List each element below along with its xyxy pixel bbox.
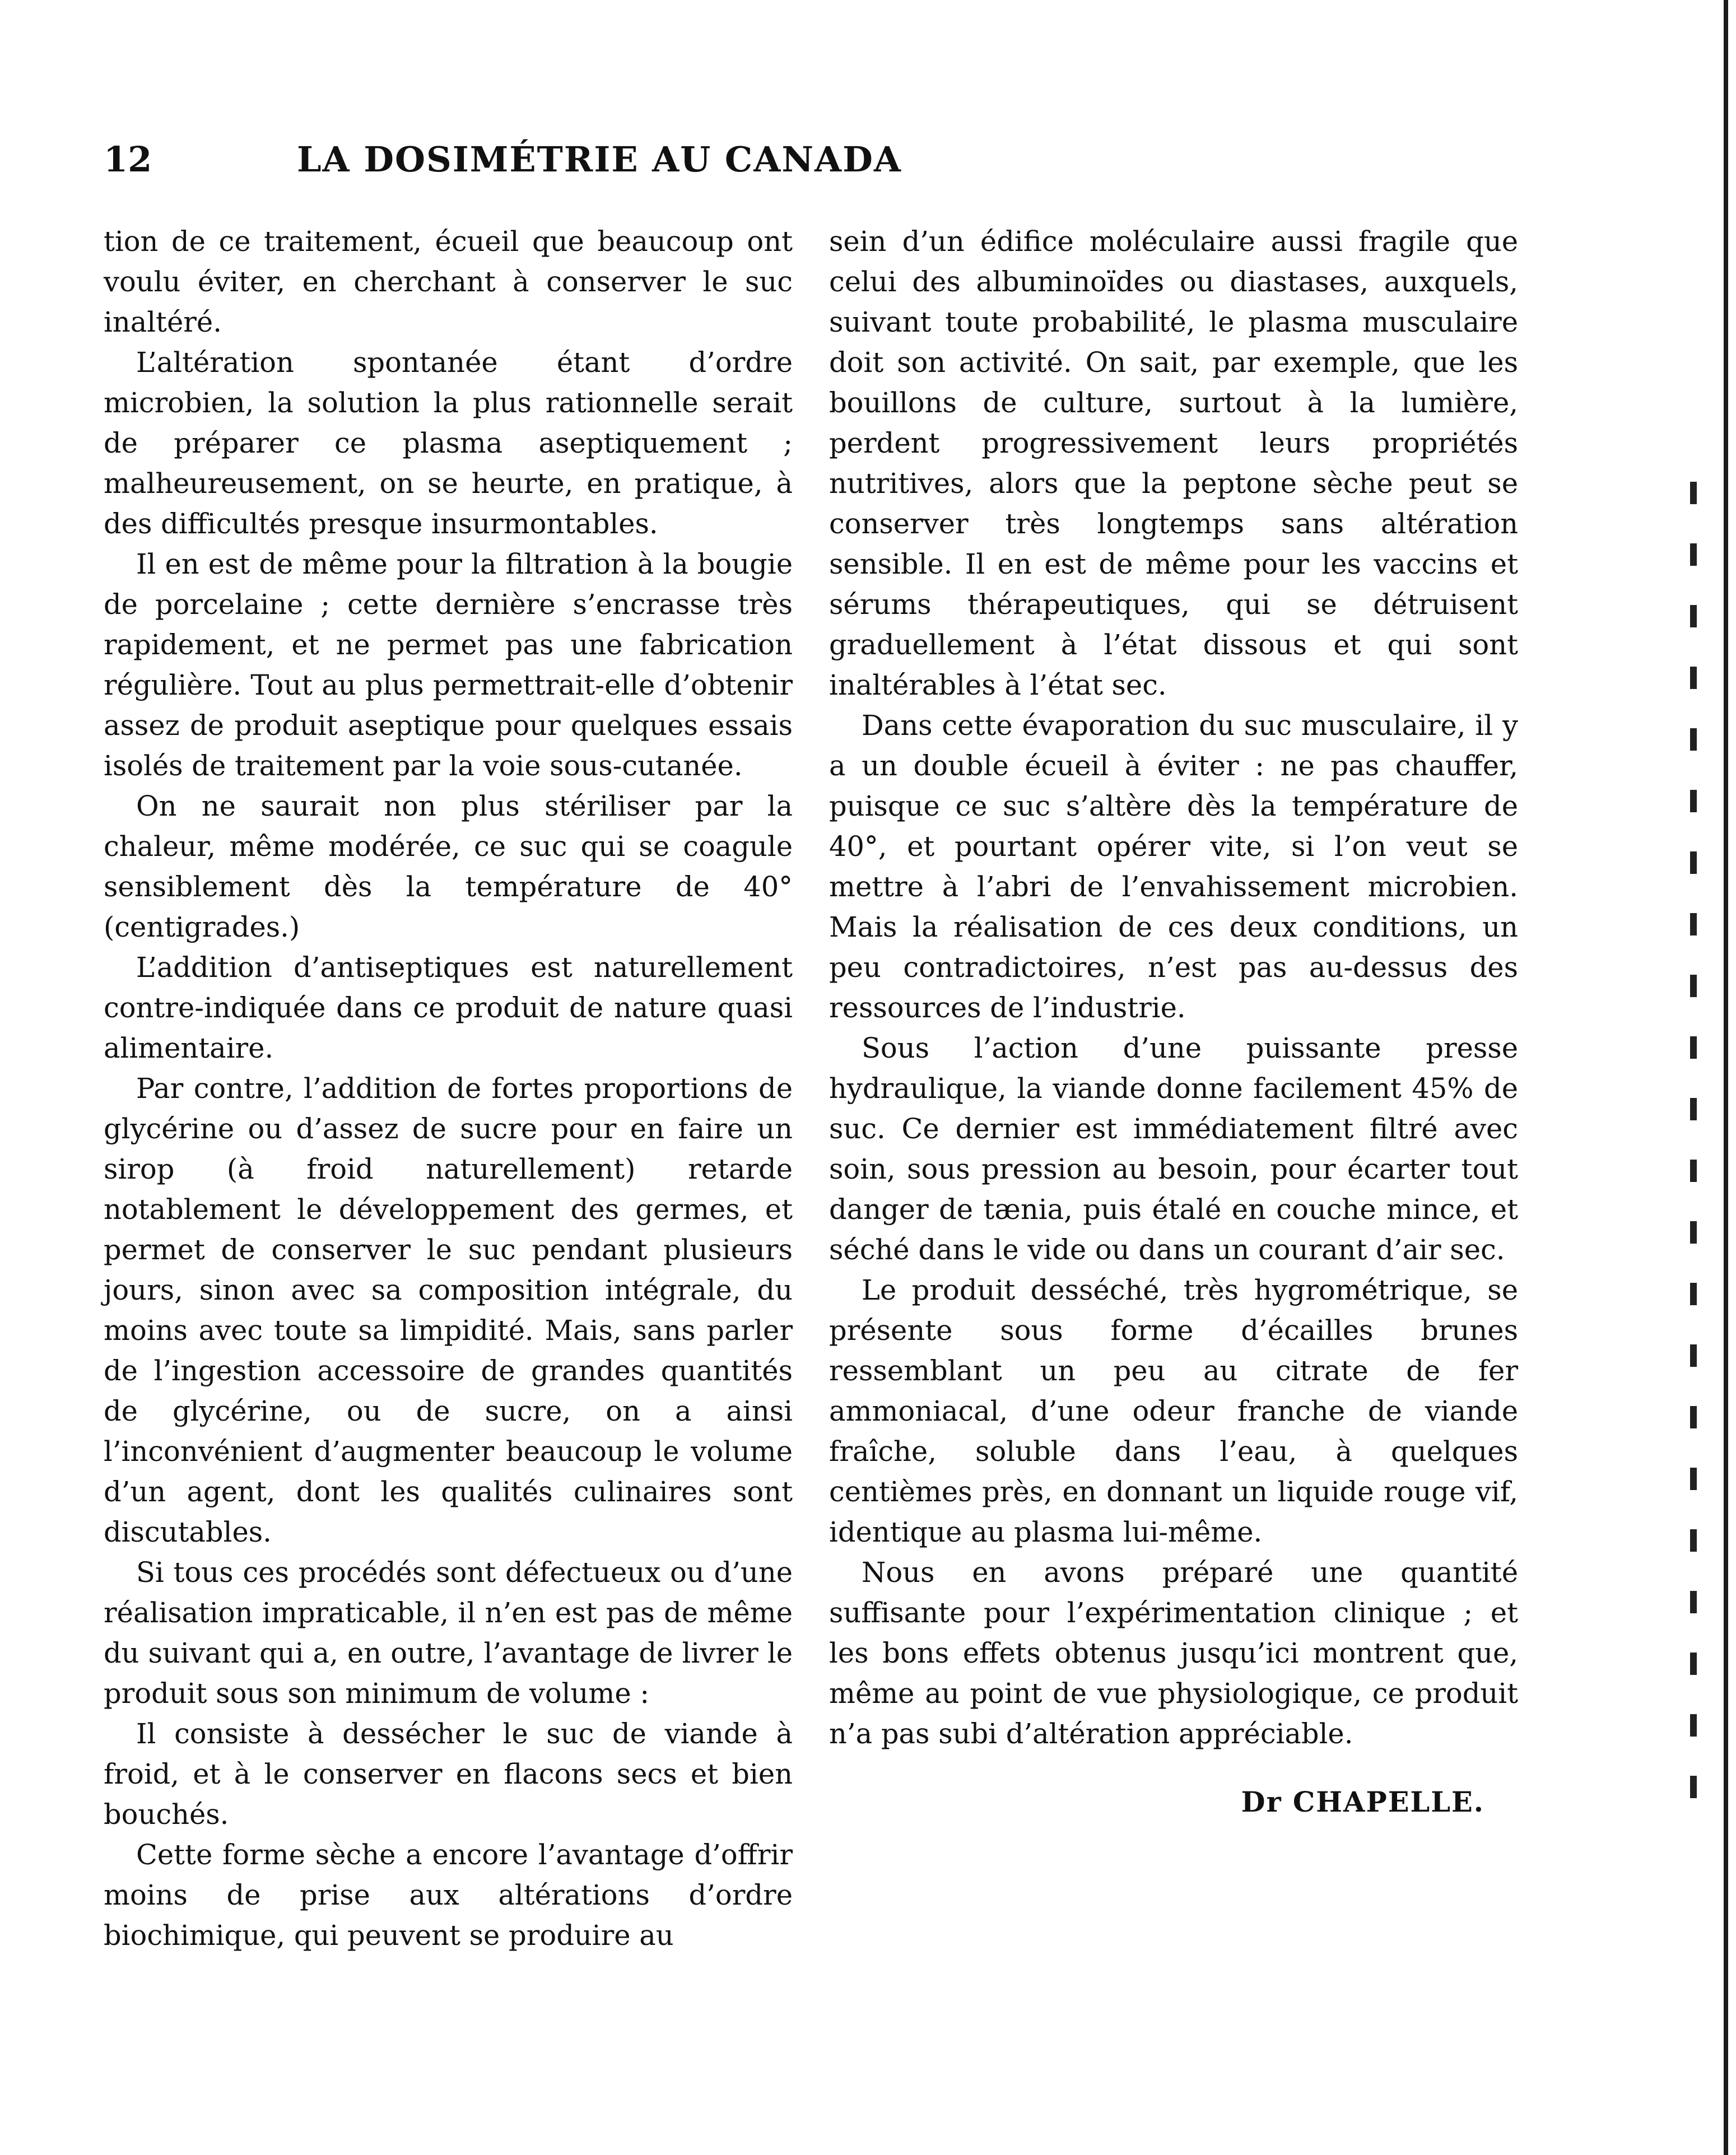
paragraph: Par contre, l’addition de fortes proportions de glycérine ou d’assez de sucre pour en faire un sirop (à froid naturellement) retarde notablement le développement des germes, et permet de conserver le suc pendant plusieurs jours, sinon avec sa composition intégrale, du moins avec toute sa limpidité. Mais, sans parler de l’ingestion accessoire de grandes quantités de glycérine, ou de sucre, on a ainsi l’inconvénient d’augmenter beaucoup le volume d’un agent, dont les qualités culinaires sont discutables.	[104, 1072, 793, 1548]
paragraph: Cette forme sèche a encore l’avantage d’offrir moins de prise aux altérations d’ordre biochimique, qui peuvent se produire au	[104, 1839, 793, 1952]
page-number: 12	[104, 139, 152, 180]
right-column	[829, 221, 1518, 1822]
paragraph: Si tous ces procédés sont défectueux ou d’une réalisation impraticable, il n’en est pas de même du suivant qui a, en outre, l’avantage de livrer le produit sous son minimum de volume :	[104, 1556, 793, 1710]
page-edge-shadow	[1724, 0, 1728, 2155]
paragraph: L’altération spontanée étant d’ordre microbien, la solution la plus rationnelle serait de préparer ce plasma aseptiquement ; malheureusement, on se heurte, en pratique, à des difficultés presque insurmontables.	[104, 346, 793, 540]
page-header	[104, 134, 1095, 185]
left-column	[104, 221, 793, 1956]
paragraph: On ne saurait non plus stériliser par la chaleur, même modérée, ce suc qui se coagule sensiblement dès la température de 40° (centigrades.)	[104, 790, 793, 943]
paragraph: Nous en avons préparé une quantité suffisante pour l’expérimentation clinique ; et les bons effets obtenus jusqu’ici montrent que, même au point de vue physiologique, ce produit n’a pas subi d’altération appréciable.	[829, 1556, 1518, 1750]
paragraph: Il consiste à dessécher le suc de viande à froid, et à le conserver en flacons secs et bien bouchés.	[104, 1718, 793, 1831]
paragraph: Le produit desséché, très hygrométrique, se présente sous forme d’écailles brunes ressemblant un peu au citrate de fer ammoniacal, d’une odeur franche de viande fraîche, soluble dans l’eau, à quelques centièmes près, en donnant un liquide rouge vif, identique au plasma lui-même.	[829, 1274, 1518, 1548]
running-title: LA DOSIMÉTRIE AU CANADA	[296, 139, 902, 180]
author-signature: Dr CHAPELLE.	[1241, 1786, 1484, 1818]
paragraph: L’addition d’antiseptiques est naturellement contre-indiquée dans ce produit de nature quasi alimentaire.	[104, 951, 793, 1064]
paragraph: Sous l’action d’une puissante presse hydraulique, la viande donne facilement 45% de suc. Ce dernier est immédiatement filtré avec soin, sous pression au besoin, pour écarter tout danger de tænia, puis étalé en couche mince, et séché dans le vide ou dans un courant d’air sec.	[829, 1032, 1518, 1266]
paragraph: Il en est de même pour la filtration à la bougie de porcelaine ; cette dernière s’encrasse très rapidement, et ne permet pas une fabrication régulière. Tout au plus permettrait-elle d’obtenir assez de produit aseptique pour quelques essais isolés de traitement par la voie sous-cutanée.	[104, 548, 793, 782]
binding-marks	[1690, 482, 1697, 1826]
paragraph: tion de ce traitement, écueil que beaucoup ont voulu éviter, en cherchant à conserver le suc inaltéré.	[104, 225, 793, 338]
paragraph: Dans cette évaporation du suc musculaire, il y a un double écueil à éviter : ne pas chauffer, puisque ce suc s’altère dès la température de 40°, et pourtant opérer vite, si l’on veut se mettre à l’abri de l’envahissement microbien. Mais la réalisation de ces deux conditions, un peu contradictoires, n’est pas au-dessus des ressources de l’industrie.	[829, 709, 1518, 1024]
paragraph: sein d’un édifice moléculaire aussi fragile que celui des albuminoïdes ou diastases, auxquels, suivant toute probabilité, le plasma musculaire doit son activité. On sait, par exemple, que les bouillons de culture, surtout à la lumière, perdent progressivement leurs propriétés nutritives, alors que la peptone sèche peut se conserver très longtemps sans altération sensible. Il en est de même pour les vaccins et sérums thérapeutiques, qui se détruisent graduellement à l’état dissous et qui sont inaltérables à l’état sec.	[829, 225, 1518, 701]
